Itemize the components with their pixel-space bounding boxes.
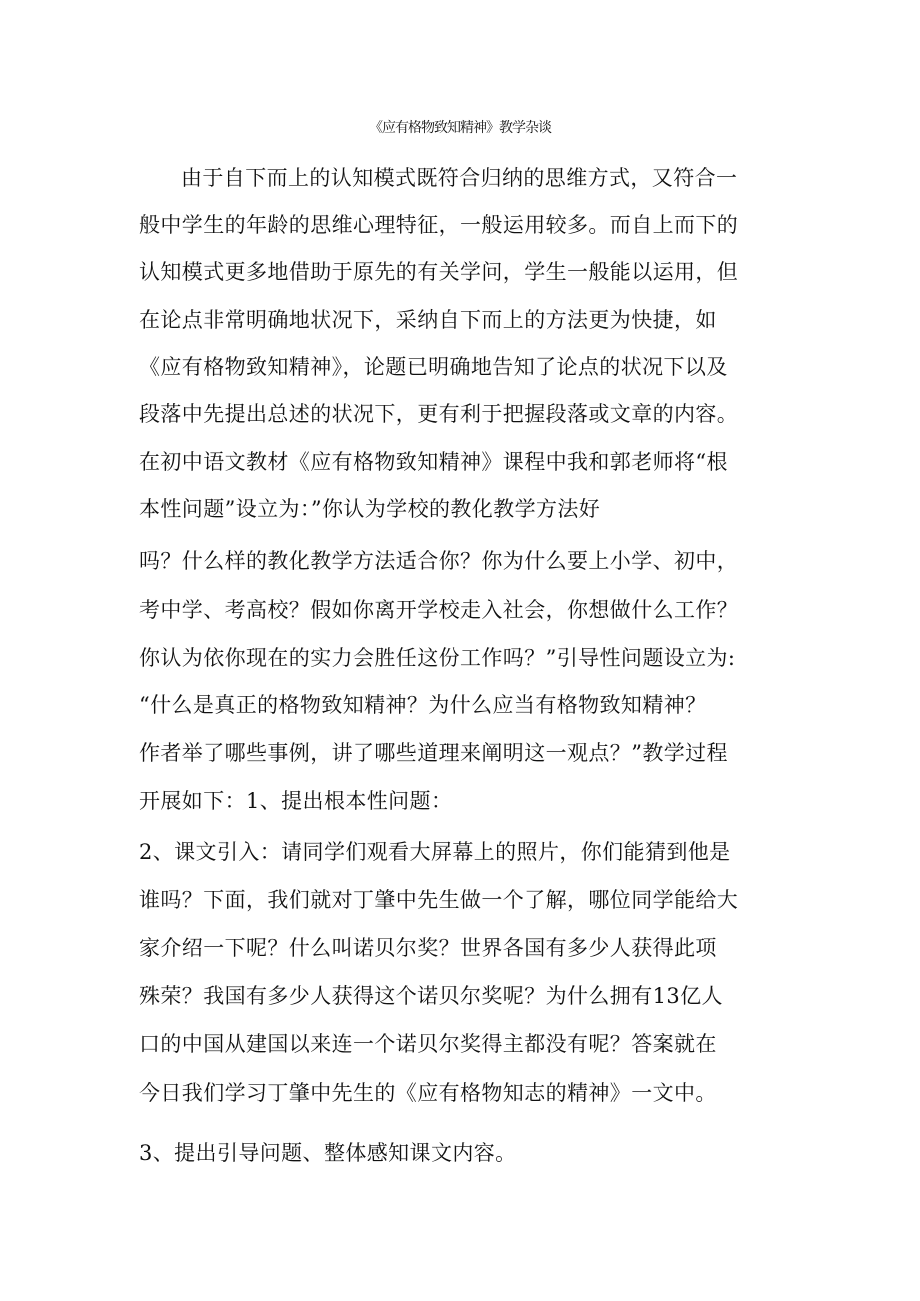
paragraph-line: 殊荣？我国有多少人获得这个诺贝尔奖呢？为什么拥有13亿人: [139, 984, 723, 1008]
paragraph-line: 考中学、考高校？假如你离开学校走入社会，你想做什么工作？: [139, 598, 739, 622]
paragraph-line: 开展如下：1、提出根本性问题：: [139, 789, 453, 813]
paragraph-line: 由于自下而上的认知模式既符合归纳的思维方式，又符合一: [181, 166, 738, 190]
paragraph-line: 你认为依你现在的实力会胜任这份工作吗？”引导性问题设立为:: [139, 646, 736, 670]
paragraph-line: 谁吗？下面，我们就对丁肇中先生做一个了解，哪位同学能给大: [139, 888, 739, 912]
paragraph-line: 本性问题”设立为：”你认为学校的教化教学方法好: [139, 497, 601, 521]
paragraph-line: 般中学生的年龄的思维心理特征，一般运用较多。而自上而下的: [139, 213, 739, 237]
paragraph-line: 作者举了哪些事例，讲了哪些道理来阐明这一观点？”教学过程: [139, 741, 728, 765]
paragraph-line: 2、课文引入：请同学们观看大屏幕上的照片，你们能猜到他是: [139, 840, 731, 864]
paragraph-line: 3、提出引导问题、整体感知课文内容。: [139, 1141, 517, 1165]
paragraph-line: 今日我们学习丁肇中先生的《应有格物知志的精神》一文中。: [139, 1081, 717, 1105]
paragraph-line: 口的中国从建国以来连一个诺贝尔奖得主都没有呢？答案就在: [139, 1032, 717, 1056]
paragraph-line: 家介绍一下呢？什么叫诺贝尔奖？世界各国有多少人获得此项: [139, 936, 717, 960]
document-title: 《应有格物致知精神》教学杂谈: [369, 120, 551, 136]
paragraph-line: 《应有格物致知精神》，论题已明确地告知了论点的状况下以及: [139, 355, 728, 379]
paragraph-line: 认知模式更多地借助于原先的有关学问，学生一般能以运用，但: [139, 260, 739, 284]
paragraph-line: 段落中先提出总述的状况下，更有利于把握段落或文章的内容。: [139, 402, 739, 426]
paragraph-line: 吗？什么样的教化教学方法适合你？你为什么要上小学、初中，: [139, 549, 739, 573]
paragraph-line: 在论点非常明确地状况下，采纳自下而上的方法更为快捷，如: [139, 308, 717, 332]
paragraph-line: “什么是真正的格物致知精神？为什么应当有格物致知精神？: [139, 693, 707, 717]
paragraph-line: 在初中语文教材《应有格物致知精神》课程中我和郭老师将“根: [139, 450, 728, 474]
